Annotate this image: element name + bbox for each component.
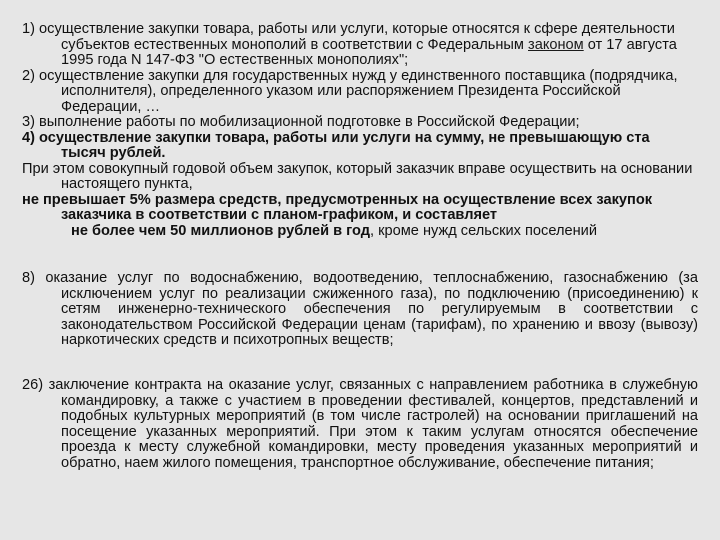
list-item-3: 3) выполнение работы по мобилизационной подготовке в Российской Федерации;	[22, 114, 580, 130]
note-bold-50-million: не более чем 50 миллионов рублей в год	[71, 222, 371, 239]
list-item-1	[22, 22, 698, 69]
federal-law-link[interactable]: законом	[528, 36, 584, 53]
note-bold-5-percent: не превышает 5% размера средств, предусмотренных на осуществление всех закупок заказчика в соответствии с планом-графиком, и составляет	[22, 191, 653, 223]
list-item-4: 4) осуществление закупки товара, работы или услуги на сумму, не превышающую ста тысяч рублей.	[22, 129, 650, 161]
list-item-2: 2) осуществление закупки для государственных нужд у единственного поставщика (подрядчика, исполнителя), определенного указом или распоряжением Президента Российской Федерации, …	[22, 67, 678, 115]
list-item-26	[22, 378, 698, 471]
note-text: При этом совокупный годовой объем закупок, который заказчик вправе осуществить на основании настоящего пункта,	[22, 160, 693, 192]
exceptions-list-top	[22, 22, 698, 239]
note-text-end: , кроме нужд сельских поселений	[370, 222, 597, 239]
annual-limit-note	[22, 162, 698, 240]
item-1-text-end: от 17 августа 1995 года N 147-ФЗ "О естественных монополиях";	[61, 36, 677, 68]
list-item-8	[22, 271, 698, 349]
item-8-text: 8) оказание услуг по водоснабжению, водоотведению, теплоснабжению, газоснабжению (за исключением услуг по реализации сжиженного газа), по подключению (присоединению) к сетям инженерно-технического обеспечения по регулируемым в соответствии с законодательством Российской Федерации ценам (тарифам), по хранению и ввозу (вывозу) наркотических средств и психотропных веществ;	[22, 270, 698, 348]
item-26-text: 26) заключение контракта на оказание услуг, связанных с направлением работника в служебную командировку, а также с участием в проведении фестивалей, концертов, представлений и подобных культурных мероприятий (в том числе гастролей) на основании приглашений на посещение указанных мероприятий. При этом к таким услугам относятся обеспечение проезда к месту служебной командировки, месту проведения указанных мероприятий и обратно, наем жилого помещения, транспортное обслуживание, обеспечение питания;	[22, 377, 698, 471]
item-1-text: 1) осуществление закупки товара, работы или услуги, которые относятся к сфере деятельности субъектов естественных монополий в соответствии с Федеральным	[22, 21, 675, 53]
